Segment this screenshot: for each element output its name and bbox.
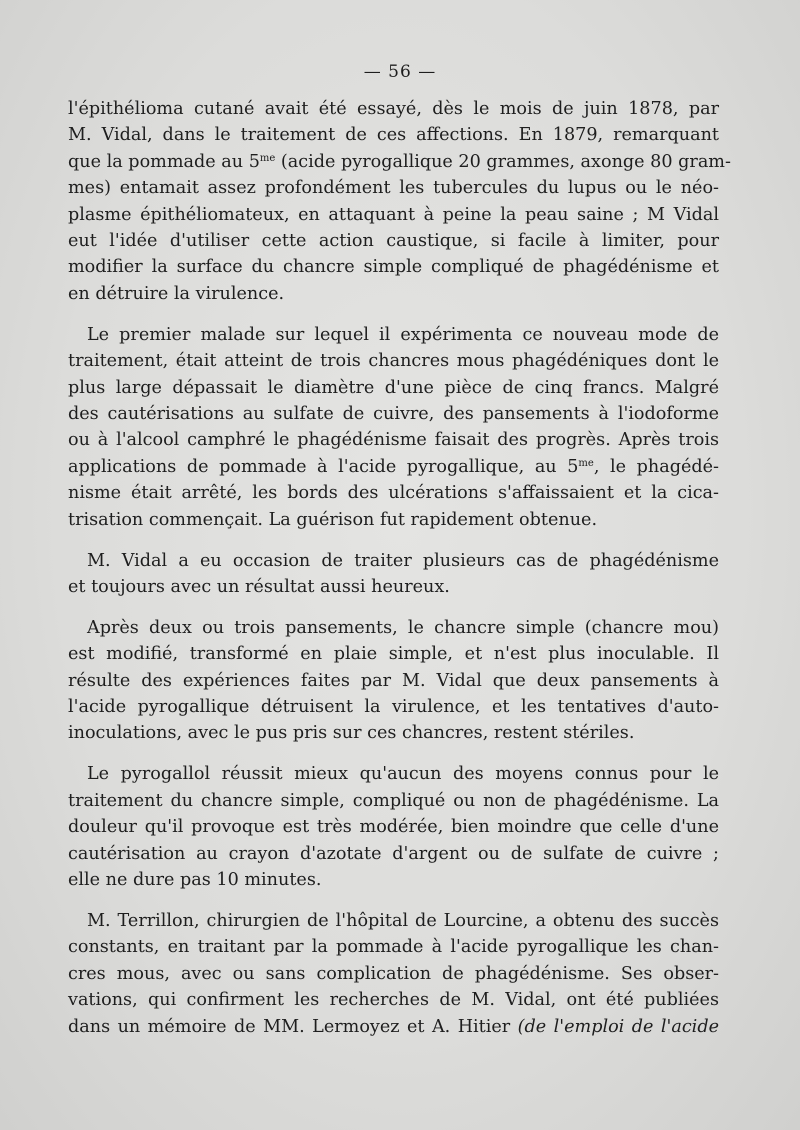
text-line: M. Vidal a eu occasion de traiter plusieurs cas de phagédénisme bbox=[87, 550, 719, 571]
text-line: M. Terrillon, chirurgien de l'hôpital de Lourcine, a obtenu des succès bbox=[87, 910, 719, 931]
text-line: Le pyrogallol réussit mieux qu'aucun des moyens connus pour le bbox=[87, 764, 719, 785]
paragraph-3 bbox=[68, 548, 719, 601]
body-text bbox=[68, 96, 731, 1054]
paragraph-6 bbox=[68, 908, 719, 1040]
text-line: traitement, était atteint de trois chancres mous phagédéniques dont le bbox=[68, 351, 719, 372]
text-line: elle ne dure pas 10 minutes. bbox=[68, 869, 322, 890]
text-line: constants, en traitant par la pommade à l'acide pyrogallique les chan- bbox=[68, 937, 719, 958]
paragraph-2 bbox=[68, 322, 719, 533]
text-line: modifier la surface du chancre simple compliqué de phagédénisme et bbox=[68, 257, 719, 278]
text-line: M. Vidal, dans le traitement de ces affections. En 1879, remarquant bbox=[68, 125, 719, 146]
text-line: eut l'idée d'utiliser cette action caustique, si facile à limiter, pour bbox=[68, 231, 719, 252]
text-line: nisme était arrêté, les bords des ulcérations s'affaissaient et la cica- bbox=[68, 483, 719, 504]
paragraph-4 bbox=[68, 615, 719, 747]
text-line: et toujours avec un résultat aussi heureux. bbox=[68, 576, 450, 597]
text-line: douleur qu'il provoque est très modérée, bien moindre que celle d'une bbox=[68, 817, 719, 838]
text-line: vations, qui confirment les recherches de M. Vidal, ont été publiées bbox=[68, 990, 719, 1011]
text-line: l'épithélioma cutané avait été essayé, dès le mois de juin 1878, par bbox=[68, 99, 719, 119]
text-line: des cautérisations au sulfate de cuivre, des pansements à l'iodoforme bbox=[68, 403, 719, 424]
text-line: Le premier malade sur lequel il expérimenta ce nouveau mode de bbox=[87, 324, 719, 345]
text-line: trisation commençait. La guérison fut rapidement obtenue. bbox=[68, 509, 598, 530]
text-line: Après deux ou trois pansements, le chancre simple (chancre mou) bbox=[87, 617, 719, 638]
text-line: mes) entamait assez profondément les tubercules du lupus ou le néo- bbox=[68, 178, 719, 199]
text-line: applications de pommade à l'acide pyrogallique, au $5^{me}$, le phagédé- bbox=[68, 456, 719, 477]
text-line: que la pommade au $5^{me}$ (acide pyrogallique 20 grammes, axonge 80 gram- bbox=[68, 151, 731, 172]
text-line: résulte des expériences faites par M. Vidal que deux pansements à bbox=[68, 670, 719, 691]
text-line: plasme épithéliomateux, en attaquant à peine la peau saine ; M Vidal bbox=[68, 204, 719, 225]
page-number: — 56 — bbox=[363, 62, 437, 82]
text-line: traitement du chancre simple, compliqué ou non de phagédénisme. La bbox=[68, 790, 719, 811]
text-line: dans un mémoire de MM. Lermoyez et A. Hitier (de l'emploi de l'acide bbox=[68, 1016, 719, 1037]
paragraph-1 bbox=[68, 96, 731, 307]
text-line: ou à l'alcool camphré le phagédénisme faisait des progrès. Après trois bbox=[68, 430, 719, 451]
text-line: l'acide pyrogallique détruisent la virulence, et les tentatives d'auto- bbox=[68, 697, 719, 718]
text-line: plus large dépassait le diamètre d'une pièce de cinq francs. Malgré bbox=[68, 377, 719, 398]
text-line: inoculations, avec le pus pris sur ces chancres, restent stériles. bbox=[68, 723, 635, 744]
text-line: est modifié, transformé en plaie simple, et n'est plus inoculable. Il bbox=[68, 644, 719, 665]
paragraph-5 bbox=[68, 761, 719, 893]
text-line: cres mous, avec ou sans complication de phagédénisme. Ses obser- bbox=[68, 963, 719, 984]
text-line: cautérisation au crayon d'azotate d'argent ou de sulfate de cuivre ; bbox=[68, 843, 719, 864]
text-line: en détruire la virulence. bbox=[68, 283, 285, 304]
